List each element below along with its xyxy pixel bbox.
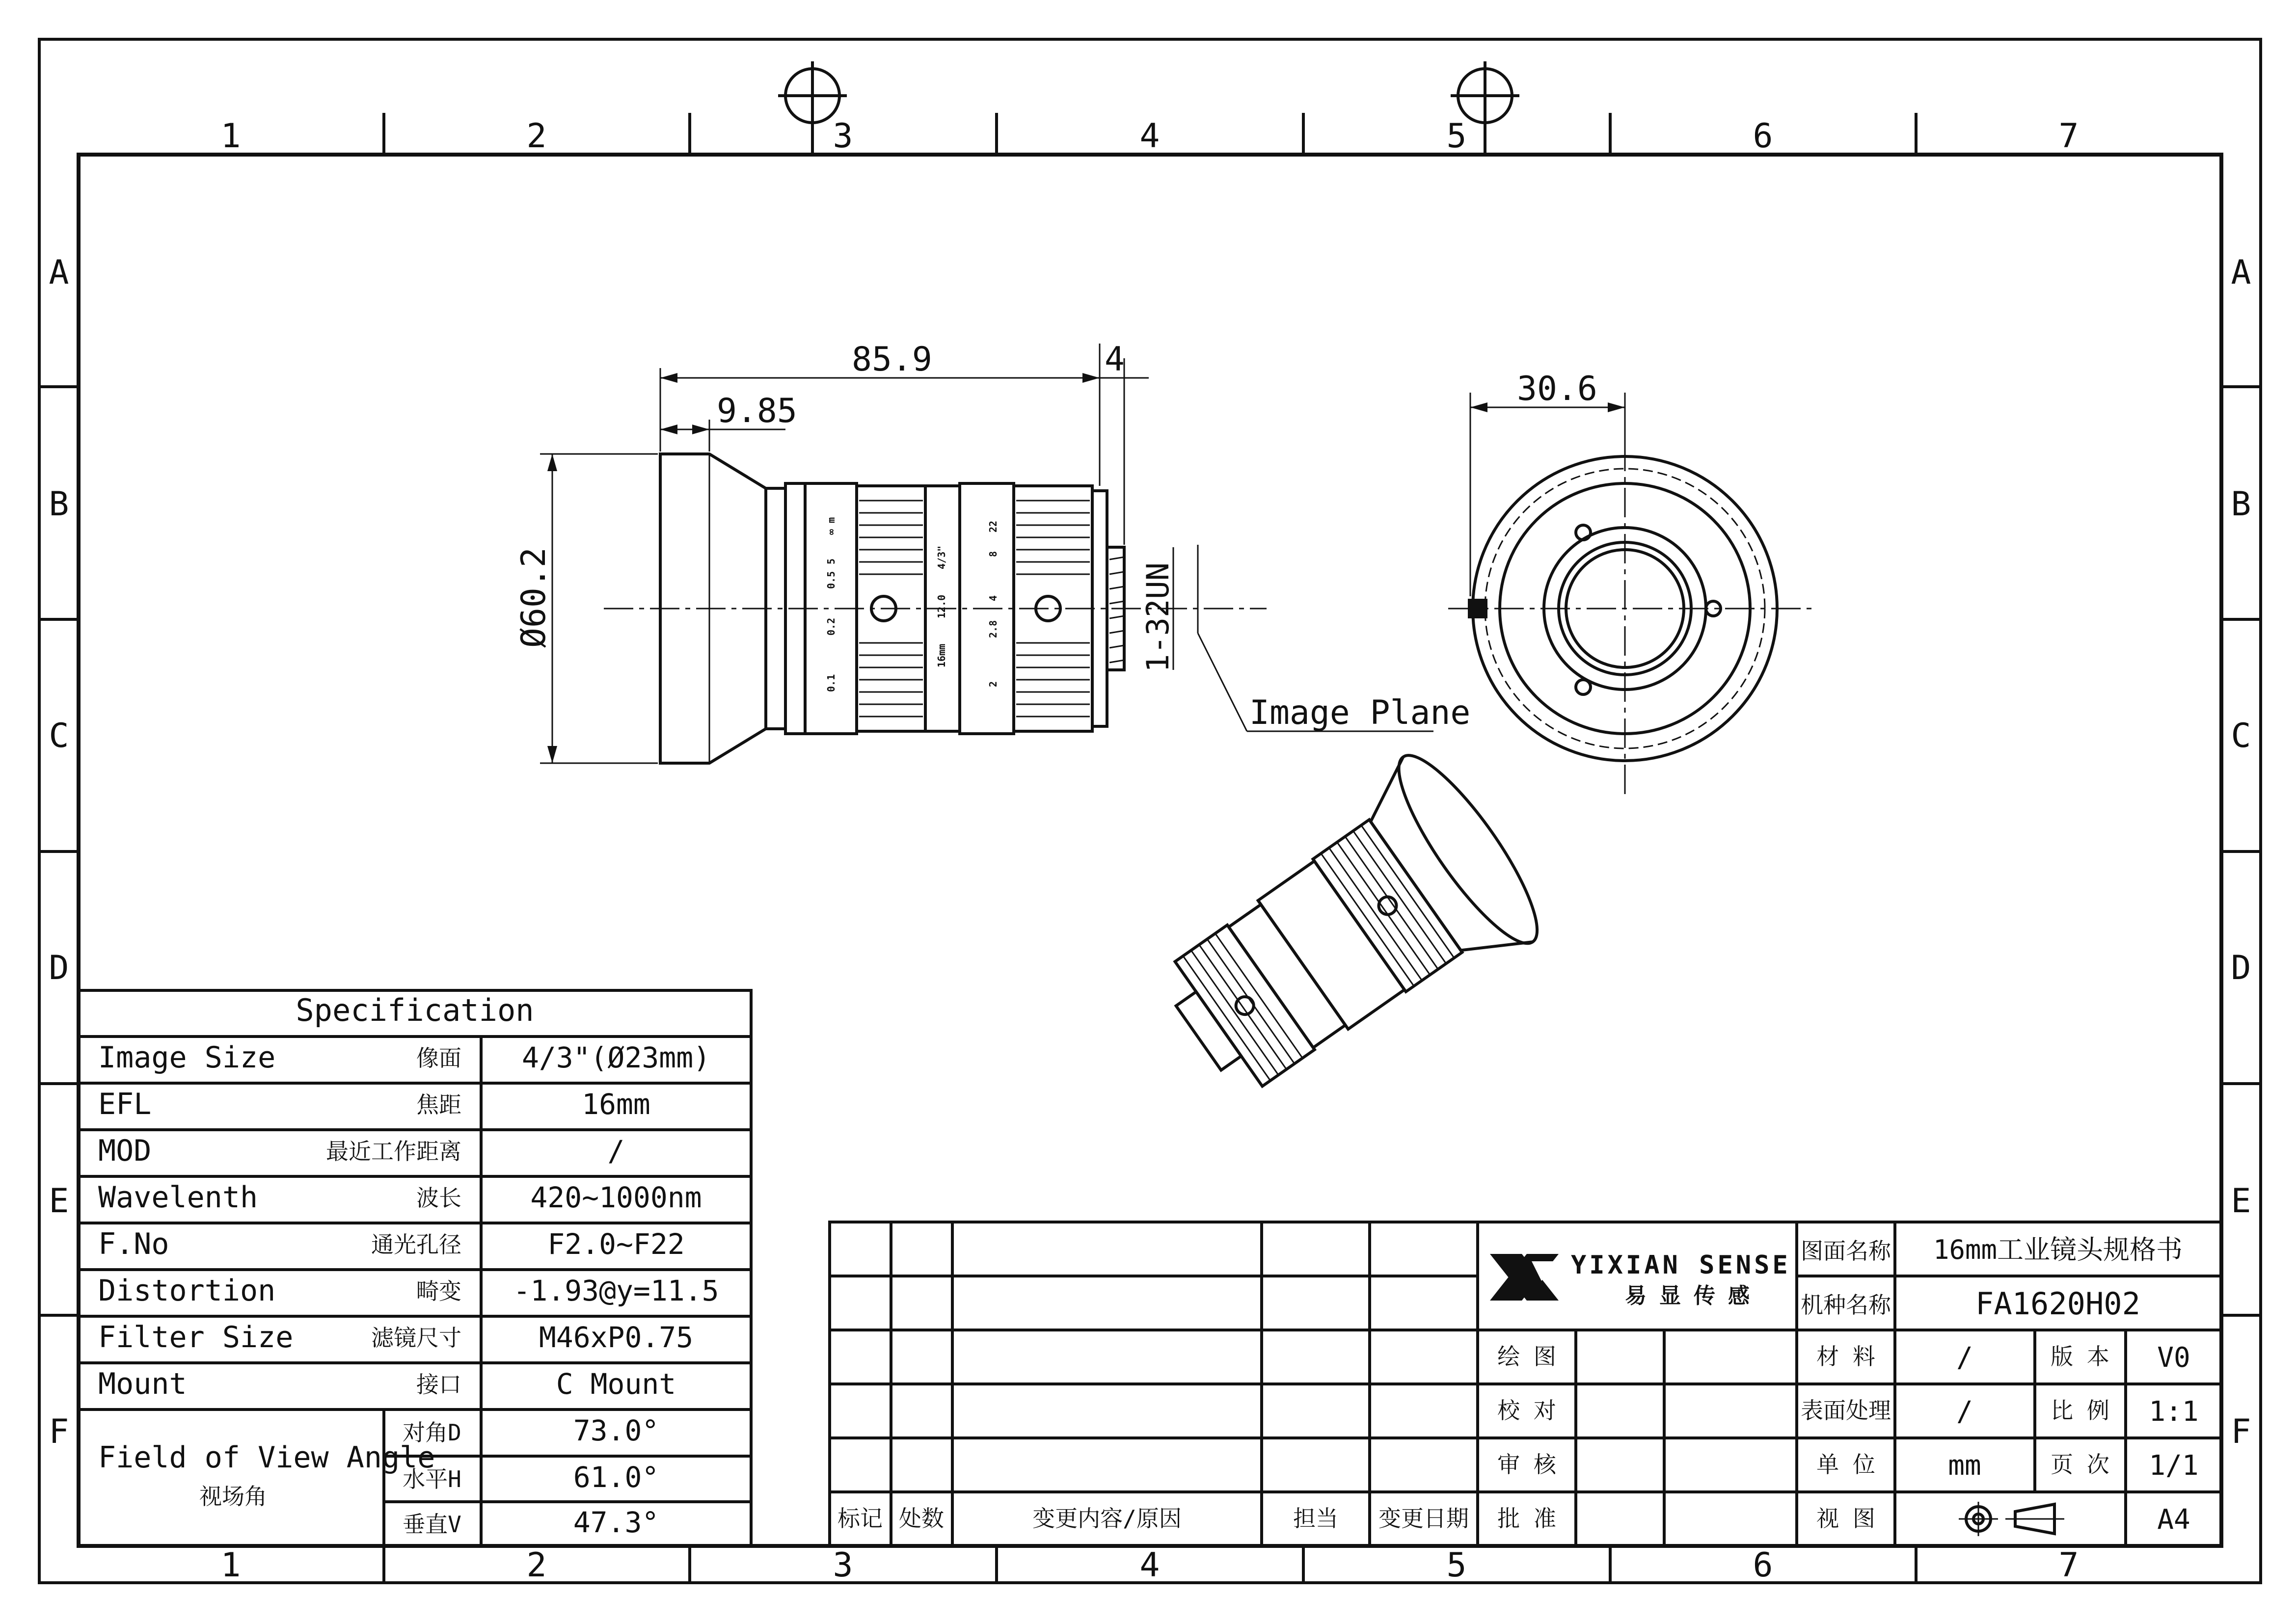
col-label: 4 [1139, 1546, 1160, 1585]
fov-value: 47.3° [573, 1506, 659, 1539]
model-label: 机种名称 [1801, 1292, 1891, 1318]
focus-mark: 0.5 [825, 571, 837, 589]
col-label: 6 [1753, 117, 1773, 156]
material-value: / [1956, 1342, 1973, 1374]
row-label: C [2231, 717, 2251, 755]
company-name-zh: 显 [1659, 1283, 1681, 1308]
spec-value: / [607, 1134, 625, 1168]
aperture-mark: 8 [987, 551, 999, 557]
revision-header: 处数 [899, 1505, 944, 1532]
spec-value: C Mount [556, 1367, 676, 1401]
fov-axis-label: 垂直V [403, 1511, 461, 1538]
row-label: B [2231, 485, 2251, 524]
version-label: 版 本 [2051, 1343, 2109, 1370]
fov-value: 61.0° [573, 1461, 659, 1494]
title-block [830, 1222, 2221, 1546]
col-label: 2 [526, 117, 547, 156]
col-label: 1 [220, 1546, 241, 1585]
row-label: E [2231, 1182, 2251, 1221]
col-label: 1 [220, 117, 241, 156]
fov-value: 73.0° [573, 1414, 659, 1447]
revision-header: 标记 [837, 1505, 883, 1532]
spec-label: Mount [98, 1367, 187, 1401]
view-label: 视 图 [1816, 1505, 1875, 1532]
page-label: 页 次 [2051, 1451, 2109, 1478]
material-label: 材 料 [1816, 1343, 1875, 1370]
specification-table [79, 990, 751, 1546]
mount-thread [1109, 557, 1124, 663]
spec-label: Image Size [98, 1040, 276, 1075]
surface-value: / [1956, 1396, 1973, 1428]
row-label: A [49, 253, 69, 292]
spec-value: -1.93@y=11.5 [513, 1274, 719, 1307]
body-mark: 4/3" [936, 545, 947, 569]
row-label: C [49, 717, 69, 755]
company-name-zh: 感 [1728, 1283, 1750, 1308]
aperture-mark: 4 [987, 595, 999, 601]
aperture-mark: 22 [987, 520, 999, 532]
model-number: FA1620H02 [1975, 1286, 2140, 1322]
spec-label: Wavelenth [98, 1180, 258, 1215]
version-value: V0 [2157, 1342, 2190, 1374]
spec-label: EFL [98, 1087, 152, 1121]
spec-label: F.No [98, 1227, 169, 1261]
projection-symbol-icon [1959, 1502, 2064, 1536]
spec-label-zh: 滤镜尺寸 [371, 1325, 461, 1351]
role-label: 绘 图 [1497, 1343, 1556, 1370]
image-plane-label: Image Plane [1249, 693, 1471, 732]
spec-value: 420~1000nm [530, 1181, 702, 1214]
scale-label: 比 例 [2051, 1397, 2109, 1424]
surface-label: 表面处理 [1801, 1397, 1891, 1424]
focus-mark: 0.2 [825, 617, 837, 636]
col-label: 2 [526, 1546, 547, 1585]
focus-mark: ∞ m [825, 517, 837, 535]
spec-label-zh: 波长 [416, 1185, 461, 1211]
lock-screw-icon [1468, 599, 1487, 618]
spec-value: 16mm [582, 1088, 650, 1121]
col-label: 6 [1753, 1546, 1773, 1585]
spec-value: F2.0~F22 [547, 1227, 685, 1261]
spec-label-zh: 畸变 [416, 1278, 461, 1304]
spec-title: Specification [296, 992, 534, 1028]
role-label: 审 核 [1497, 1451, 1556, 1478]
spec-label-zh: 焦距 [416, 1091, 461, 1118]
aperture-mark: 2.8 [987, 620, 999, 638]
focus-mark: 5 [825, 558, 837, 564]
row-label: D [49, 949, 69, 987]
dim-rear-face: 30.6 [1517, 370, 1597, 408]
col-label: 4 [1139, 117, 1160, 156]
revision-header: 变更内容/原因 [1032, 1505, 1182, 1532]
lens-side-view [514, 340, 1470, 763]
sheet-size: A4 [2157, 1504, 2190, 1536]
row-label: B [49, 485, 69, 524]
row-label: F [2231, 1412, 2251, 1451]
col-label: 3 [833, 117, 853, 156]
fov-axis-label: 对角D [403, 1419, 461, 1446]
fov-label-zh: 视场角 [199, 1483, 267, 1510]
drawing-name-label: 图面名称 [1801, 1238, 1891, 1264]
spec-value: 4/3"(Ø23mm) [521, 1041, 711, 1074]
row-label: F [49, 1412, 69, 1451]
spec-label: MOD [98, 1134, 152, 1168]
dim-overall-length: 85.9 [852, 340, 932, 379]
lens-isometric-view [1134, 740, 1557, 1131]
spec-label-zh: 最近工作距离 [326, 1138, 461, 1165]
dim-diameter: Ø60.2 [514, 547, 553, 648]
dim-front-offset: 9.85 [717, 392, 797, 430]
lens-rear-view [1448, 370, 1816, 800]
scale-value: 1:1 [2149, 1396, 2199, 1428]
row-label: D [2231, 949, 2251, 987]
drawing-name: 16mm工业镜头规格书 [1933, 1234, 2183, 1265]
page-value: 1/1 [2149, 1450, 2199, 1482]
col-label: 5 [1446, 117, 1467, 156]
company-name-zh: 传 [1694, 1283, 1715, 1308]
spec-label-zh: 接口 [416, 1371, 461, 1398]
row-label: E [49, 1182, 69, 1221]
spec-label: Filter Size [98, 1320, 294, 1355]
dim-mount-flange: 4 [1105, 340, 1125, 379]
company-name: YIXIAN SENSE [1571, 1250, 1791, 1280]
screw-hole-icon [1576, 680, 1591, 694]
spec-label-zh: 通光孔径 [371, 1231, 461, 1258]
role-label: 批 准 [1497, 1505, 1556, 1532]
yixian-sense-logo [1490, 1250, 1791, 1308]
spec-label: Distortion [98, 1274, 276, 1308]
fov-label: Field of View Angle [98, 1440, 435, 1475]
row-label: A [2231, 253, 2251, 292]
aperture-mark: 2 [987, 681, 999, 687]
fov-axis-label: 水平H [403, 1466, 461, 1492]
spec-label-zh: 像面 [416, 1045, 461, 1071]
role-label: 校 对 [1497, 1397, 1556, 1424]
body-mark: 12.0 [936, 594, 947, 618]
unit-label: 单 位 [1816, 1451, 1875, 1478]
col-label: 3 [833, 1546, 853, 1585]
body-mark: 16mm [936, 643, 947, 667]
revision-header: 担当 [1293, 1505, 1338, 1532]
thread-label: 1-32UN [1140, 562, 1176, 672]
col-label: 7 [2058, 1546, 2079, 1585]
unit-value: mm [1948, 1450, 1981, 1482]
col-label: 5 [1446, 1546, 1467, 1585]
col-label: 7 [2058, 117, 2079, 156]
focus-mark: 0.1 [825, 674, 837, 692]
spec-value: M46xP0.75 [539, 1321, 694, 1354]
revision-header: 变更日期 [1378, 1505, 1469, 1532]
company-name-zh: 易 [1625, 1283, 1647, 1308]
sheet-frame [39, 39, 2261, 1585]
